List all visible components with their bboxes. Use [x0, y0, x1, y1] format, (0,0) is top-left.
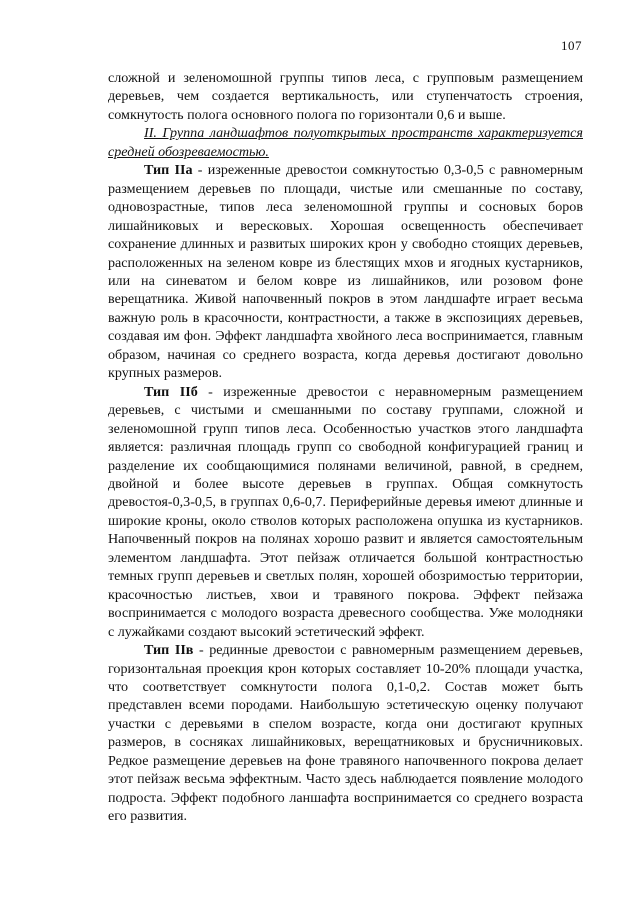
paragraph-continuation: сложной и зеленомошной группы типов леса, с групповым размещением деревьев, чем создается вертикальность, или ступенчатость строения, сомкнутость полога основного полога по горизонтали 0,6 и выше. — [108, 70, 583, 123]
body-text — [108, 69, 583, 826]
type-text-IIa: - изреженные древостои сомкнутостью 0,3-0,5 с равномерным размещением деревьев по площади, чистые или смешанные по составу, одновозрастные, типов леса зеленомошной группы и сосновых боров лишайниковых и вересковых. Хорошая освещенность обеспечивает сохранение длинных и развитых широких крон у свободно стоящих деревьев, расположенных на зеленом ковре из блестящих мхов и ягодных кустарников, или на синеватом и белом ковре из лишайников, или розовом фоне верещатника. Живой напочвенный покров в этом ландшафте играет весьма важную роль в красочности, контрастности, а также в экспозициях деревьев, создавая им фон. Эффект ландшафта хвойного леса воспринимается, главным образом, начиная со среднего возраста, когда деревья достигают довольно крупных размеров. — [108, 162, 583, 382]
page-number: 107 — [561, 38, 582, 53]
paragraph-type-IIa — [108, 161, 583, 382]
type-label-IIv: Тип IIв — [144, 642, 194, 659]
type-text-IIv: - рединные древостои с равномерным размещением деревьев, горизонтальная проекция крон которых составляет 10-20% площади участка, что соответствует сомкнутости полога 0,1-0,2. Состав может быть представлен всеми породами. Наибольшую эстетическую оценку получают участки с деревьями в спелом возрасте, когда они достигают крупных размеров, в сосняках лишайниковых, верещатниковых и брусничниковых. Редкое размещение деревьев на фоне травяного напочвенного покрова делает этот пейзаж весьма эффектным. Часто здесь наблюдается появление молодого подроста. Эффект подобного ланшафта воспринимается со среднего возраста его развития. — [108, 642, 583, 825]
paragraph-type-IIv — [108, 641, 583, 826]
paragraph-type-IIb — [108, 383, 583, 641]
type-text-IIb: - изреженные древостои с неравномерным размещением деревьев, с чистыми и смешанными по составу группами, сложной и зеленомошной групп типов леса. Особенностью участков этого ландшафта является: различная площадь групп со свободной конфигурацией границ и разделение их сообщающимися полянами величиной, равной, в среднем, двойной и более высоте деревьев в группах. Общая сомкнутость древостоя-0,3-0,5, в группах 0,6-0,7. Периферийные деревья имеют длинные и широкие кроны, около стволов которых расположена опушка из кустарников. Напочвенный покров на полянах хорошо развит и является самостоятельным элементом ландшафта. Этот пейзаж отличается большой контрастностью темных групп деревьев и светлых полян, хорошей обозримостью территории, красочностью листьев, хвои и травяного покрова. Эффект пейзажа воспринимается с молодого возраста древесного сообщества. Уже молодняки с лужайками создают высокий эстетический эффект. — [108, 383, 583, 640]
type-label-IIb: Тип IIб — [144, 383, 198, 400]
section-heading-text: II. Группа ландшафтов полуоткрытых пространств характеризуется средней обозреваемостью. — [108, 125, 583, 160]
type-label-IIa: Тип IIа — [144, 162, 193, 179]
section-heading — [108, 124, 583, 161]
